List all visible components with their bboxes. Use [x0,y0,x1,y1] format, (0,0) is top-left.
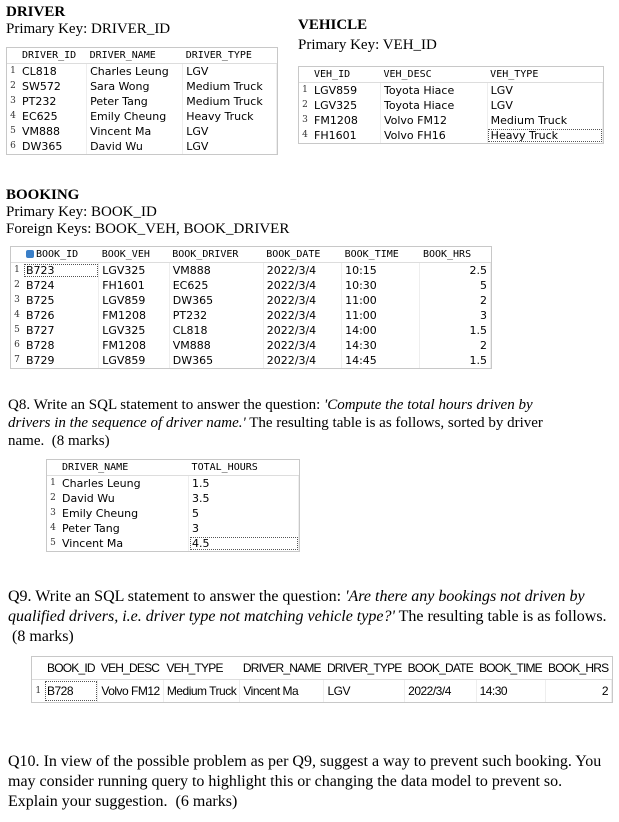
column-header[interactable]: TOTAL_HOURS [189,460,299,476]
column-header[interactable]: VEH_DESC [98,657,164,680]
table-cell[interactable]: FM1208 [99,308,170,323]
table-cell[interactable]: Peter Tang [87,94,183,109]
table-cell[interactable]: LGV859 [311,83,380,99]
table-row[interactable] [299,128,603,143]
row-number: 3 [14,295,20,305]
table-cell[interactable]: Toyota Hiace [380,98,487,113]
row-number: 3 [302,115,308,125]
q10-label: Q10. [8,753,40,770]
table-row[interactable] [11,263,491,279]
table-cell[interactable]: FH1601 [99,278,170,293]
table-cell[interactable]: Emily Cheung [87,109,183,124]
table-cell[interactable]: 2022/3/4 [263,263,341,279]
table-cell[interactable]: LGV859 [99,353,170,368]
table-cell[interactable]: Vincent Ma [59,536,189,551]
q10-marks: (6 marks) [175,793,238,810]
table-cell[interactable]: 1.5 [420,353,491,368]
table-row[interactable] [7,139,277,154]
q9-result-table[interactable] [31,656,613,703]
table-cell[interactable]: 2022/3/4 [263,338,341,353]
booking-table[interactable] [10,246,492,369]
table-cell[interactable]: EC625 [169,278,263,293]
table-cell[interactable]: FH1601 [311,128,380,143]
table-cell[interactable]: LGV [183,139,277,154]
table-cell[interactable]: CL818 [169,323,263,338]
row-number: 1 [35,686,41,696]
table-cell[interactable]: Charles Leung [87,64,183,80]
row-number: 5 [50,538,56,548]
q9-header-row [32,657,612,680]
table-cell[interactable]: 2022/3/4 [263,308,341,323]
table-cell[interactable]: Toyota Hiace [380,83,487,99]
row-number: 3 [10,96,16,106]
table-cell[interactable]: CL818 [19,64,87,80]
table-cell[interactable]: SW572 [19,79,87,94]
row-number: 1 [14,265,20,275]
table-cell[interactable]: 2 [420,338,491,353]
table-row[interactable] [11,308,491,323]
q8-italic: 'Compute the total hours driven by drivers in the sequence of driver name.' [8,397,533,431]
q9-label: Q9. [8,588,32,605]
table-row[interactable] [7,109,277,124]
table-cell[interactable]: 2022/3/4 [405,680,476,703]
table-cell[interactable]: LGV [183,124,277,139]
q9-italic: 'Are there any bookings not driven by qualified drivers, i.e. driver type not matching vehicle type?' [8,588,585,625]
table-cell[interactable]: LGV [487,98,602,113]
table-cell[interactable]: Medium Truck [183,79,277,94]
q8-question [8,396,568,450]
table-cell[interactable]: EC625 [19,109,87,124]
q10-question [8,752,608,812]
table-cell[interactable]: Peter Tang [59,521,189,536]
table-cell[interactable]: 1.5 [420,323,491,338]
driver-table[interactable] [6,47,278,155]
table-cell[interactable]: Medium Truck [487,113,602,128]
q8-tail: The resulting table is as follows, sorted by driver name. [8,415,543,449]
table-cell[interactable]: Vincent Ma [240,680,324,703]
column-header[interactable]: BOOK_DATE [263,247,341,263]
row-number: 5 [10,126,16,136]
column-header[interactable]: DRIVER_NAME [87,48,183,64]
vehicle-table[interactable] [298,66,604,144]
table-cell[interactable]: Emily Cheung [59,506,189,521]
table-cell[interactable]: Medium Truck [183,94,277,109]
table-cell[interactable]: 11:00 [342,308,420,323]
table-cell[interactable]: 2 [420,293,491,308]
table-cell[interactable]: 2 [545,680,611,703]
table-cell[interactable]: 4.5 [189,536,299,551]
driver-title: DRIVER [6,4,66,20]
table-cell[interactable]: 14:30 [342,338,420,353]
column-header[interactable]: DRIVER_ID [19,48,87,64]
row-number: 6 [14,340,20,350]
table-row[interactable] [299,83,603,99]
table-cell[interactable]: 2022/3/4 [263,293,341,308]
table-row[interactable] [47,536,299,551]
table-cell[interactable]: Vincent Ma [87,124,183,139]
booking-header-row [11,247,491,263]
column-header[interactable]: DRIVER_NAME [59,460,189,476]
vehicle-primary-key: Primary Key: VEH_ID [298,37,437,53]
table-row[interactable] [7,124,277,139]
table-row[interactable] [11,278,491,293]
column-header[interactable]: VEH_DESC [380,67,487,83]
q9-lead: Write an SQL statement to answer the question: [35,588,346,605]
row-number: 3 [50,508,56,518]
column-header[interactable]: BOOK_ID [23,247,99,263]
table-cell[interactable]: 14:30 [476,680,545,703]
table-row[interactable] [47,521,299,536]
table-row[interactable] [7,64,277,80]
table-cell[interactable]: B724 [23,278,99,293]
row-number: 4 [10,111,16,121]
table-cell[interactable]: PT232 [19,94,87,109]
vehicle-header-row [299,67,603,83]
booking-primary-key: Primary Key: BOOK_ID [6,204,157,220]
table-cell[interactable]: 2022/3/4 [263,353,341,368]
table-cell[interactable]: FM1208 [99,338,170,353]
table-cell[interactable]: B725 [23,293,99,308]
row-number: 1 [50,478,56,488]
table-cell[interactable]: B728 [23,338,99,353]
table-cell[interactable]: 14:45 [342,353,420,368]
table-cell[interactable]: LGV325 [99,323,170,338]
row-number: 2 [50,493,56,503]
row-number: 4 [50,523,56,533]
table-cell[interactable]: B728 [44,680,98,703]
table-row[interactable] [11,353,491,368]
row-number: 7 [14,355,20,365]
table-cell[interactable]: 3.5 [189,491,299,506]
table-cell[interactable]: LGV [324,680,405,703]
column-header[interactable]: BOOK_DATE [405,657,476,680]
q9-marks: (8 marks) [12,628,74,645]
table-cell[interactable]: Volvo FH16 [380,128,487,143]
table-cell[interactable]: LGV [183,64,277,80]
driver-primary-key: Primary Key: DRIVER_ID [6,21,171,37]
row-number: 2 [10,81,16,91]
column-header[interactable]: BOOK_DRIVER [169,247,263,263]
table-cell[interactable]: Heavy Truck [487,128,602,143]
column-header[interactable]: DRIVER_NAME [240,657,324,680]
column-header[interactable]: BOOK_TIME [476,657,545,680]
table-cell[interactable]: B727 [23,323,99,338]
table-cell[interactable]: 1.5 [189,476,299,492]
row-number: 2 [302,100,308,110]
table-cell[interactable]: B723 [23,263,99,279]
table-cell[interactable]: 3 [189,521,299,536]
column-header[interactable]: VEH_TYPE [487,67,602,83]
table-cell[interactable]: B729 [23,353,99,368]
vehicle-title: VEHICLE [298,17,368,33]
table-row[interactable] [11,323,491,338]
table-cell[interactable]: PT232 [169,308,263,323]
column-header[interactable]: BOOK_VEH [99,247,170,263]
table-cell[interactable]: Medium Truck [163,680,240,703]
row-number: 6 [10,141,16,151]
table-row[interactable] [47,506,299,521]
table-row[interactable] [32,680,612,703]
table-cell[interactable]: VM888 [169,263,263,279]
table-row[interactable] [299,98,603,113]
table-cell[interactable]: 10:15 [342,263,420,279]
table-cell[interactable]: 5 [189,506,299,521]
column-header[interactable]: BOOK_HRS [420,247,491,263]
q8-result-table[interactable] [46,459,300,552]
q8-header-row [47,460,299,476]
row-number: 1 [302,85,308,95]
table-cell[interactable]: 10:30 [342,278,420,293]
row-number: 5 [14,325,20,335]
table-cell[interactable]: Volvo FM12 [380,113,487,128]
column-header[interactable]: VEH_TYPE [163,657,240,680]
table-cell[interactable]: LGV325 [311,98,380,113]
table-cell[interactable]: Sara Wong [87,79,183,94]
q8-lead: Write an SQL statement to answer the question: [33,397,325,413]
column-header[interactable]: BOOK_HRS [545,657,611,680]
column-header[interactable]: BOOK_ID [44,657,98,680]
q9-tail: The resulting table is as follows. [394,608,607,625]
table-row[interactable] [299,113,603,128]
table-cell[interactable]: 11:00 [342,293,420,308]
key-icon [26,250,34,258]
q8-marks: (8 marks) [51,433,110,449]
driver-header-row [7,48,277,64]
column-header[interactable]: DRIVER_TYPE [324,657,405,680]
table-cell[interactable]: David Wu [87,139,183,154]
column-header[interactable]: BOOK_TIME [342,247,420,263]
table-cell[interactable]: LGV325 [99,263,170,279]
table-cell[interactable]: DW365 [19,139,87,154]
table-cell[interactable]: 2.5 [420,263,491,279]
table-cell[interactable]: 3 [420,308,491,323]
table-row[interactable] [11,293,491,308]
table-cell[interactable]: DW365 [169,353,263,368]
table-row[interactable] [11,338,491,353]
table-cell[interactable]: VM888 [169,338,263,353]
row-number: 4 [14,310,20,320]
table-cell[interactable]: B726 [23,308,99,323]
table-cell[interactable]: Charles Leung [59,476,189,492]
table-row[interactable] [47,491,299,506]
row-number: 2 [14,280,20,290]
table-cell[interactable]: DW365 [169,293,263,308]
booking-foreign-keys: Foreign Keys: BOOK_VEH, BOOK_DRIVER [6,221,290,237]
table-row[interactable] [47,476,299,492]
table-cell[interactable]: 5 [420,278,491,293]
column-header[interactable]: DRIVER_TYPE [183,48,277,64]
table-row[interactable] [7,94,277,109]
table-cell[interactable]: VM888 [19,124,87,139]
column-header[interactable]: VEH_ID [311,67,380,83]
table-cell[interactable]: David Wu [59,491,189,506]
table-cell[interactable]: 2022/3/4 [263,278,341,293]
q10-text: In view of the possible problem as per Q9, suggest a way to prevent such booking. You may consider running query to highlight this or changing the data model to prevent so. Explain your suggestion. [8,753,602,810]
table-row[interactable] [7,79,277,94]
table-cell[interactable]: LGV [487,83,602,99]
q8-label: Q8. [8,397,31,413]
table-cell[interactable]: LGV859 [99,293,170,308]
booking-title: BOOKING [6,187,80,203]
row-number: 1 [10,66,16,76]
table-cell[interactable]: FM1208 [311,113,380,128]
table-cell[interactable]: 2022/3/4 [263,323,341,338]
q9-question [8,587,608,647]
table-cell[interactable]: 14:00 [342,323,420,338]
row-number: 4 [302,130,308,140]
table-cell[interactable]: Volvo FM12 [98,680,164,703]
table-cell[interactable]: Heavy Truck [183,109,277,124]
